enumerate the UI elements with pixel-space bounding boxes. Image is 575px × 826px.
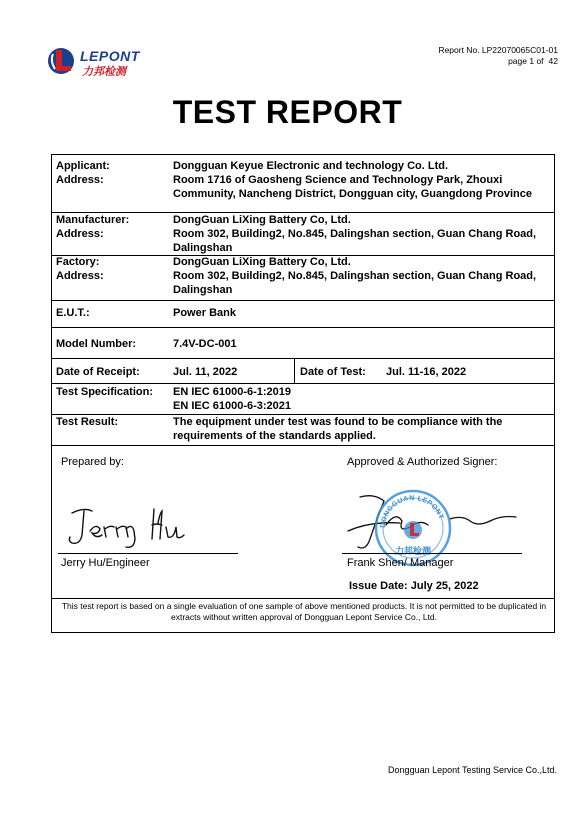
divider bbox=[52, 598, 554, 599]
company-logo bbox=[47, 44, 172, 78]
manufacturer-address-label: Address: bbox=[56, 228, 104, 240]
result-label: Test Result: bbox=[56, 416, 119, 428]
factory-label: Factory: bbox=[56, 256, 100, 268]
company-stamp bbox=[373, 488, 453, 568]
divider bbox=[52, 414, 554, 415]
manufacturer-address: Room 302, Building2, No.845, Dalingshan section, Guan Chang Road, Dalingshan bbox=[173, 228, 537, 254]
test-date-label: Date of Test: bbox=[300, 366, 366, 378]
receipt-value: Jul. 11, 2022 bbox=[173, 366, 238, 378]
page-indicator bbox=[438, 56, 558, 67]
preparer-signature-line bbox=[58, 553, 238, 554]
stamp-chinese: 力邦检测 bbox=[394, 547, 432, 557]
report-number: Report No. LP22070065C01-01 bbox=[438, 45, 558, 55]
specification-line-2: EN IEC 61000-6-3:2021 bbox=[173, 400, 292, 412]
divider bbox=[52, 358, 554, 359]
disclaimer-footnote: This test report is based on a single evaluation of one sample of above mentioned products. It is not permitted to be duplicated in extracts without written approval of Dongguan Lepont Service Co., Ltd. bbox=[61, 601, 547, 622]
applicant-name: Dongguan Keyue Electronic and technology Co. Ltd. bbox=[173, 160, 449, 172]
test-date-value: Jul. 11-16, 2022 bbox=[386, 366, 467, 378]
applicant-address-label: Address: bbox=[56, 174, 104, 186]
receipt-label: Date of Receipt: bbox=[56, 366, 140, 378]
factory-name: DongGuan LiXing Battery Co, Ltd. bbox=[173, 256, 351, 268]
logo-chinese-text: 力邦检测 bbox=[82, 65, 126, 78]
model-value: 7.4V-DC-001 bbox=[173, 338, 237, 350]
page-title: TEST REPORT bbox=[172, 94, 403, 130]
divider bbox=[294, 358, 295, 383]
divider bbox=[52, 212, 554, 213]
divider bbox=[52, 445, 554, 446]
specification-label: Test Specification: bbox=[56, 386, 153, 398]
preparer-signature bbox=[62, 503, 202, 553]
factory-address: Room 302, Building2, No.845, Dalingshan section, Guan Chang Road, Dalingshan bbox=[173, 270, 537, 296]
divider bbox=[52, 383, 554, 384]
approver-signature-line bbox=[342, 553, 522, 554]
stamp-text: DONGGUAN LEPONT bbox=[379, 494, 445, 529]
preparer-name: Jerry Hu/Engineer bbox=[61, 557, 150, 569]
manufacturer-label: Manufacturer: bbox=[56, 214, 130, 226]
approver-name: Frank Shen/ Manager bbox=[347, 557, 454, 569]
divider bbox=[52, 327, 554, 328]
applicant-label: Applicant: bbox=[56, 160, 110, 172]
eut-value: Power Bank bbox=[173, 307, 236, 319]
page-total: 42 bbox=[548, 56, 558, 66]
page-label: page 1 of bbox=[508, 56, 544, 66]
specification-line-1: EN IEC 61000-6-1:2019 bbox=[173, 386, 292, 398]
logo-text: LEPONT bbox=[80, 48, 140, 64]
applicant-address: Room 1716 of Gaosheng Science and Technology Park, Zhouxi Community, Nancheng District, Dongguan city, Guangdong Province bbox=[173, 174, 532, 200]
issue-date: Issue Date: July 25, 2022 bbox=[349, 580, 479, 592]
result-value: The equipment under test was found to be compliance with the requirements of the standards applied. bbox=[173, 416, 503, 442]
prepared-by-label: Prepared by: bbox=[61, 456, 124, 468]
footer-company: Dongguan Lepont Testing Service Co.,Ltd. bbox=[388, 765, 557, 775]
manufacturer-name: DongGuan LiXing Battery Co, Ltd. bbox=[173, 214, 351, 226]
report-info-table bbox=[51, 154, 555, 633]
eut-label: E.U.T.: bbox=[56, 307, 90, 319]
report-meta bbox=[438, 45, 558, 67]
divider bbox=[52, 300, 554, 301]
model-label: Model Number: bbox=[56, 338, 137, 350]
factory-address-label: Address: bbox=[56, 270, 104, 282]
approved-by-label: Approved & Authorized Signer: bbox=[347, 456, 498, 468]
